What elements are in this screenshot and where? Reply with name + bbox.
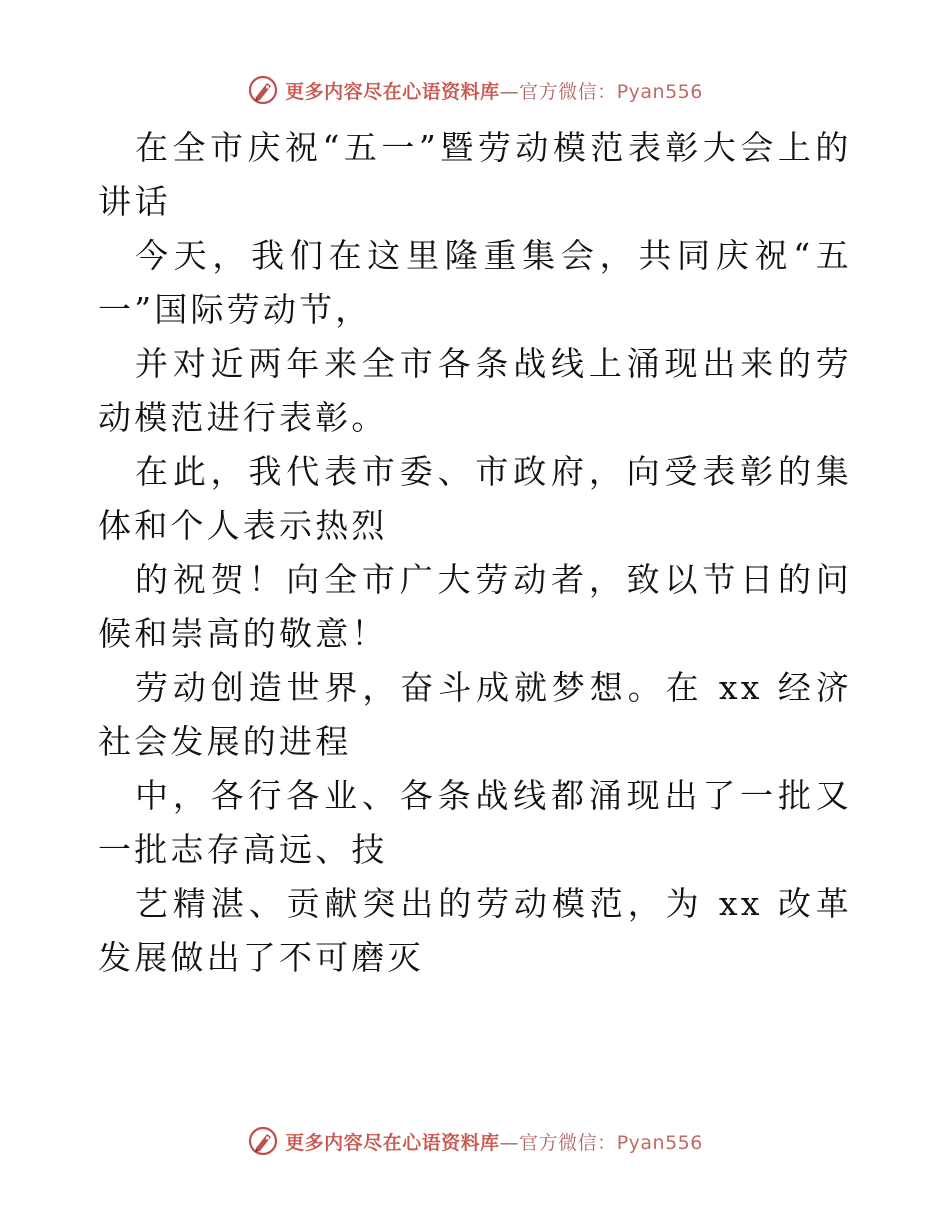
watermark-text xyxy=(285,77,703,104)
pen-nib-logo-icon xyxy=(247,74,279,106)
watermark-wechat-label: 官方微信： xyxy=(519,80,617,103)
document-body xyxy=(98,121,852,985)
paragraph: 在此，我代表市委、市政府，向受表彰的集体和个人表示热烈 xyxy=(98,452,852,545)
watermark-wechat-label: 官方微信： xyxy=(519,1131,617,1154)
paragraph: 的祝贺！向全市广大劳动者，致以节日的问候和崇高的敬意！ xyxy=(98,560,852,653)
footer-watermark xyxy=(0,1121,950,1161)
paragraph: 并对近两年来全市各条战线上涌现出来的劳动模范进行表彰。 xyxy=(98,344,852,437)
watermark-wechat-id: Pyan556 xyxy=(616,1131,703,1154)
paragraph: 劳动创造世界，奋斗成就梦想。在 xx 经济社会发展的进程 xyxy=(98,668,852,761)
paragraph: 中，各行各业、各条战线都涌现出了一批又一批志存高远、技 xyxy=(98,776,852,869)
pen-nib-logo-icon xyxy=(247,1125,279,1157)
watermark-brand: 更多内容尽在心语资料库 xyxy=(285,80,500,103)
paragraph: 今天，我们在这里隆重集会，共同庆祝“五一”国际劳动节， xyxy=(98,236,852,329)
paragraph: 艺精湛、贡献突出的劳动模范，为 xx 改革发展做出了不可磨灭 xyxy=(98,884,852,977)
watermark-wechat-id: Pyan556 xyxy=(616,80,703,103)
watermark-dash: — xyxy=(499,80,520,103)
watermark-text xyxy=(285,1128,703,1155)
watermark-brand: 更多内容尽在心语资料库 xyxy=(285,1131,500,1154)
watermark-dash: — xyxy=(499,1131,520,1154)
document-title: 在全市庆祝“五一”暨劳动模范表彰大会上的讲话 xyxy=(98,128,852,221)
header-watermark xyxy=(0,70,950,110)
